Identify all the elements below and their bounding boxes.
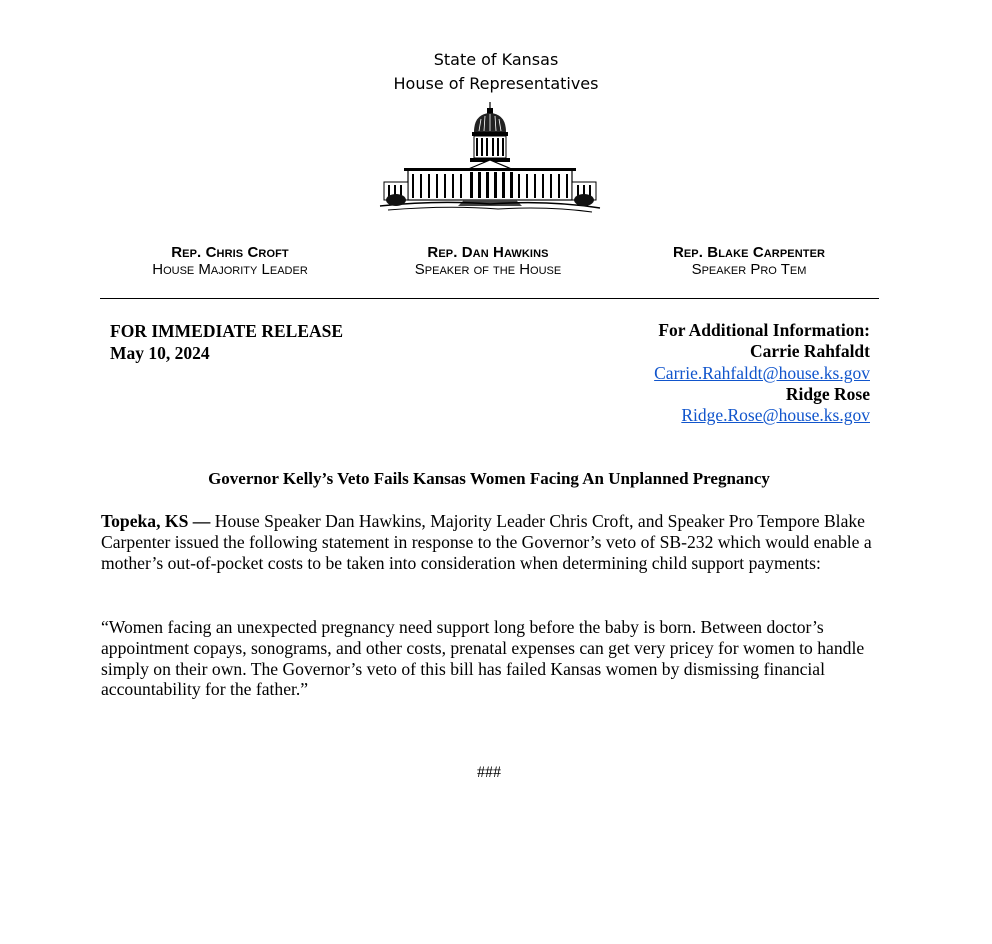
contact-email-link-2[interactable]: Ridge.Rose@house.ks.gov: [681, 405, 870, 426]
press-headline: Governor Kelly’s Veto Fails Kansas Women Facing An Unplanned Pregnancy: [208, 469, 770, 488]
contact-block: [654, 320, 870, 426]
paragraph-1-text: House Speaker Dan Hawkins, Majority Leader Chris Croft, and Speaker Pro Tempore Blake Carpenter issued the following statement in response to the Governor’s veto of SB-232 which would enable a mother’s out-of-pocket costs to be taken into consideration when determining child support payments:: [101, 511, 872, 573]
release-block: [110, 320, 343, 364]
leader-title: Speaker Pro Tem: [691, 261, 807, 278]
leader-title: Speaker of the House: [414, 261, 562, 278]
leader-pro-tem: [619, 244, 879, 278]
body-paragraph-2: “Women facing an unexpected pregnancy need support long before the baby is born. Between doctor’s appointment copays, sonograms, and other costs, prenatal expenses can get very pricey for women to handle simply on their own. The Governor’s veto of this bill has failed Kansas women by dismissing financial accountability for the father.”: [101, 617, 865, 700]
capitol-building-icon: [378, 100, 602, 216]
contact-name-1: Carrie Rahfaldt: [749, 341, 870, 362]
leader-majority: [100, 244, 360, 278]
contact-email-link-1[interactable]: Carrie.Rahfaldt@house.ks.gov: [654, 362, 870, 383]
release-date: May 10, 2024: [110, 343, 210, 363]
leader-title: House Majority Leader: [152, 261, 308, 278]
header-divider: [100, 298, 879, 299]
end-mark: ###: [477, 764, 501, 781]
leader-speaker: [358, 244, 618, 278]
letterhead-chamber: House of Representatives: [393, 74, 599, 93]
contact-name-2: Ridge Rose: [785, 383, 870, 404]
leader-name: Rep. Chris Croft: [171, 244, 289, 261]
dateline: Topeka, KS —: [101, 511, 211, 531]
leader-name: Rep. Blake Carpenter: [672, 244, 826, 261]
letterhead: [0, 48, 992, 96]
release-label: FOR IMMEDIATE RELEASE: [110, 321, 344, 341]
contact-heading: For Additional Information:: [658, 320, 870, 340]
body-paragraph-1: [101, 511, 881, 573]
letterhead-state: State of Kansas: [433, 50, 559, 69]
leader-name: Rep. Dan Hawkins: [427, 244, 549, 261]
